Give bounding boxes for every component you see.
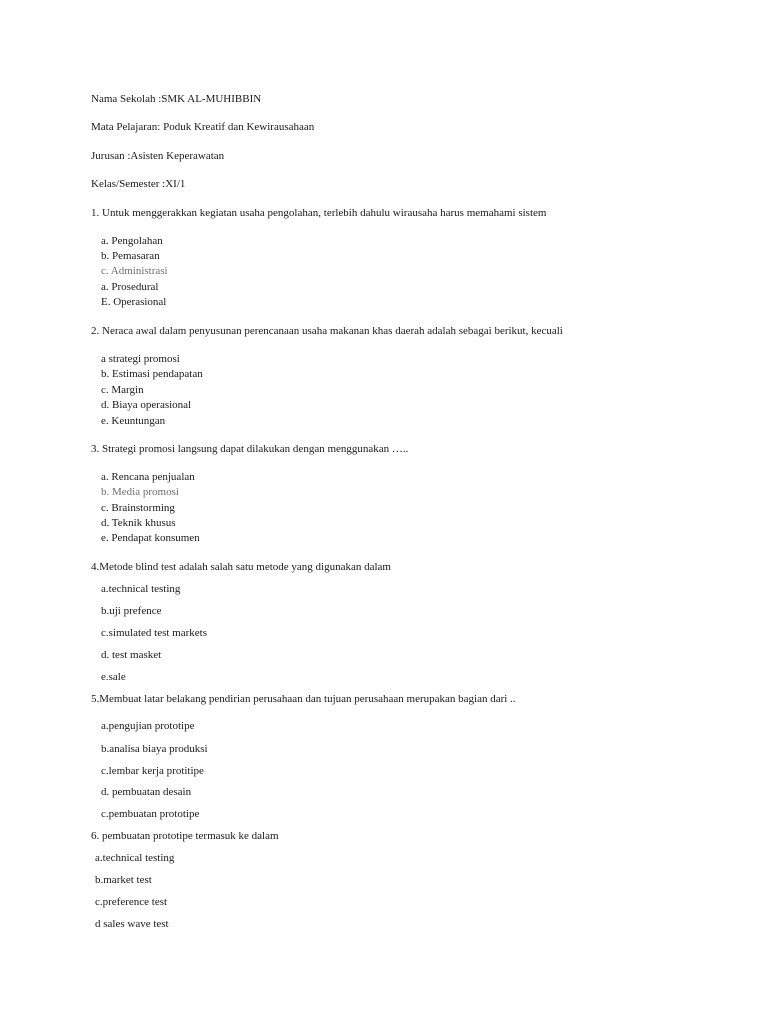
question-2-option-b: b. Estimasi pendapatan [101,368,203,380]
question-3-option-b: b. Media promosi [101,486,179,498]
question-2-option-d: d. Biaya operasional [101,399,192,411]
question-3-option-c: c. Brainstorming [101,502,175,514]
question-1-option-a: a. Pengolahan [101,235,163,247]
school-name: Nama Sekolah :SMK AL-MUHIBBIN [91,93,262,105]
subject-name: Mata Pelajaran: Poduk Kreatif dan Kewirausahaan [91,121,315,133]
question-3-option-a: a. Rencana penjualan [101,471,195,483]
question-5-option-e: c.pembuatan prototipe [101,808,200,820]
question-5-option-b: b.analisa biaya produksi [101,743,208,755]
question-5-option-d: d. pembuatan desain [101,786,192,798]
question-4-option-e: e.sale [101,671,126,683]
class-semester: Kelas/Semester :XI/1 [91,178,186,190]
question-2: 2. Neraca awal dalam penyusunan perencanaan usaha makanan khas daerah adalah sebagai berikut, kecuali [91,325,563,337]
question-4: 4.Metode blind test adalah salah satu metode yang digunakan dalam [91,561,391,573]
question-1-option-e: E. Operasional [101,296,167,308]
question-6-option-a: a.technical testing [95,852,175,864]
question-5: 5.Membuat latar belakang pendirian perusahaan dan tujuan perusahaan merupakan bagian dari .. [91,693,516,705]
question-2-option-e: e. Keuntungan [101,415,166,427]
question-4-option-b: b.uji prefence [101,605,162,617]
question-3: 3. Strategi promosi langsung dapat dilakukan dengan menggunakan ….. [91,443,409,455]
question-6-option-d: d sales wave test [95,918,169,930]
question-4-option-d: d. test masket [101,649,162,661]
question-3-option-d: d. Teknik khusus [101,517,176,529]
question-3-option-e: e. Pendapat konsumen [101,532,200,544]
question-6-option-c: c.preference test [95,896,168,908]
question-2-option-c: c. Margin [101,384,144,396]
question-1-option-c: c. Administrasi [101,265,168,277]
question-1-option-d: a. Prosedural [101,281,159,293]
question-4-option-c: c.simulated test markets [101,627,207,639]
question-1: 1. Untuk menggerakkan kegiatan usaha pengolahan, terlebih dahulu wirausaha harus memahami sistem [91,207,547,219]
question-4-option-a: a.technical testing [101,583,181,595]
question-5-option-a: a.pengujian prototipe [101,720,195,732]
major-name: Jurusan :Asisten Keperawatan [91,150,225,162]
question-6: 6. pembuatan prototipe termasuk ke dalam [91,830,279,842]
question-1-option-b: b. Pemasaran [101,250,160,262]
question-6-option-b: b.market test [95,874,152,886]
question-5-option-c: c.lembar kerja protitipe [101,765,204,777]
question-2-option-a: a strategi promosi [101,353,180,365]
